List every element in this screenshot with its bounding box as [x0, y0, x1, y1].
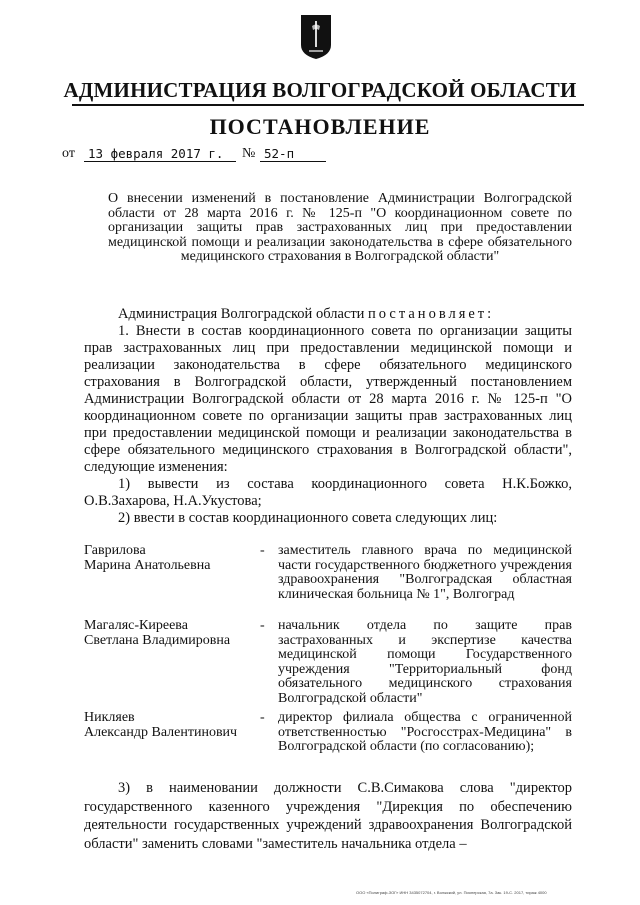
number-sign: №: [242, 146, 256, 161]
subitem-1-paragraph: 1) вывести из состава координационного совета Н.К.Божко, О.В.Захарова, Н.А.Укустова;: [84, 476, 572, 509]
date-prefix: от: [62, 146, 75, 161]
document-title: ПОСТАНОВЛЕНИЕ: [209, 114, 431, 139]
member-given-name: Марина Анатольевна: [84, 557, 211, 573]
member-surname: Магаляс-Киреева: [84, 618, 188, 633]
member-surname: Гаврилова: [84, 543, 146, 558]
organization-title: АДМИНИСТРАЦИЯ ВОЛГОГРАДСКОЙ ОБЛАСТИ: [63, 78, 577, 102]
member-given-name: Александр Валентинович: [84, 724, 238, 740]
member-position: начальник отдела по защите прав застрахованных и экспертизе качества медицинской помощи Государственного учреждения "Территориальный фонд обязательного медицинского страхования Волгоградской области": [278, 618, 572, 706]
member-dash: -: [260, 618, 265, 633]
document-number: 52-п: [260, 146, 326, 162]
document-date: 13 февраля 2017 г.: [84, 146, 236, 162]
member-name: [84, 619, 264, 648]
member-name: [84, 711, 264, 740]
member-surname: Никляев: [84, 710, 135, 725]
intro-paragraph: [84, 306, 572, 323]
subitem-2-paragraph: 2) ввести в состав координационного совета следующих лиц:: [118, 510, 498, 526]
header-rule: [72, 104, 584, 106]
member-name: [84, 544, 264, 573]
printer-imprint: ООО «Полиграф-ЗОГ» ИНН 3435072704, г. Волжский, ул. Пионерская, 7а. Зак. 19-С. 2017, тираж 4000: [356, 890, 547, 895]
coat-of-arms-emblem: [300, 14, 332, 60]
member-given-name: Светлана Владимировна: [84, 632, 231, 648]
subitem-3-block: [84, 779, 572, 853]
intro-verb: постановляет:: [368, 306, 495, 322]
member-position: директор филиала общества с ограниченной ответственностью "Росгосстрах-Медицина" в Волгоградской области (по согласованию);: [278, 710, 572, 754]
item-1-paragraph: 1. Внести в состав координационного совета по организации защиты прав застрахованных лиц при предоставлении медицинской помощи и реализации законодательства в сфере обязательного медицинского страхования в Волгоградской области, утвержденный постановлением Администрации Волгоградской области от 28 марта 2016 г. № 125-п "О координационном совете по организации защиты прав застрахованных лиц при предоставлении медицинской помощи и реализации законодательства в сфере обязательного медицинского страхования в Волгоградской области", следующие изменения:: [84, 323, 572, 475]
member-dash: -: [260, 710, 265, 725]
subitem-3-paragraph: 3) в наименовании должности С.В.Симакова слова "директор государственного казенного учреждения "Дирекция по обеспечению деятельности государственных учреждений здравоохранения Волгоградской области" заменить словами "заместитель начальника отдела –: [84, 780, 572, 852]
document-subject: О внесении изменений в постановление Администрации Волгоградской области от 28 марта 2016 г. № 125-п "О координационном совете по организации защиты прав застрахованных лиц при предоставлении медицинской помощи и реализации законодательства в сфере обязательного медицинского страхования в Волгоградской области": [108, 191, 572, 264]
document-body: [84, 306, 572, 527]
intro-org: Администрация Волгоградской области: [118, 306, 369, 322]
member-position: заместитель главного врача по медицинской части государственного бюджетного учреждения здравоохранения "Волгоградская областная клиническая больница № 1", Волгоград: [278, 543, 572, 602]
member-dash: -: [260, 543, 265, 558]
